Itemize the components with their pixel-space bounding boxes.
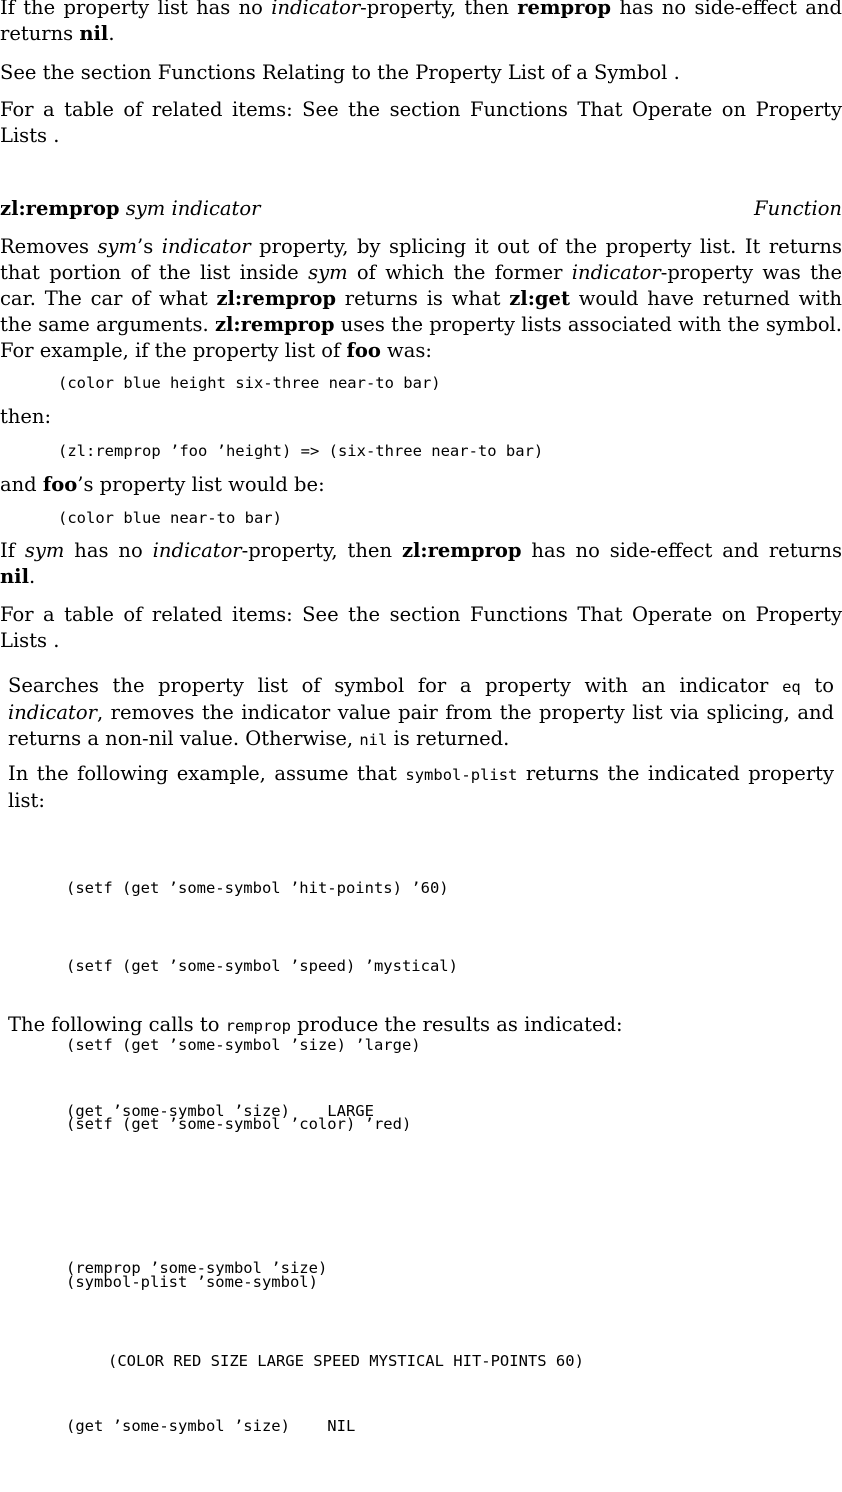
function-description: Removes sym’s indicator property, by splicing it out of the property list. It returns that portion of the list inside sym of which the former indicator-property was the car. The car of what zl:remprop returns is what zl:get would have returned with the same arguments. zl:remprop uses the property lists associated with the symbol. For example, if the property list of foo was: [0,235,842,362]
code-line: (setf (get ’some-symbol ’size) ’large) [66,1036,421,1055]
paragraph-example-intro: In the following example, assume that symbol-plist returns the indicated property list: [8,762,834,812]
function-name: zl:remprop [0,197,120,220]
code-example-call: (zl:remprop ’foo ’height) => (six-three near-to bar) [58,442,544,460]
code-line [66,1334,374,1360]
paragraph-calls-intro: The following calls to remprop produce the results as indicated: [8,1013,623,1036]
function-definition-header [0,196,842,222]
paragraph-zl-remprop-nil: If sym has no indicator-property, then zl:remprop has no side-effect and returns nil. [0,539,842,588]
code-line: (setf (get ’some-symbol ’hit-points) ’60) [66,878,449,897]
paragraph-searches: Searches the property list of symbol for a property with an indicator eq to indicator, removes the indicator value pair from the property list via splicing, and returns a non-nil value. Otherwise, nil is returned. [8,674,834,750]
see-section-link[interactable]: See the section Functions Relating to the Property List of a Symbol . [0,61,680,84]
code-line: (setf (get ’some-symbol ’color) ’red) [66,1115,412,1134]
code-line: (get ’some-symbol ’size) LARGE [66,1101,374,1120]
code-example-after: (color blue near-to bar) [58,509,282,527]
label-then: then: [0,405,52,428]
code-line [66,1176,374,1202]
code-line: (remprop ’some-symbol ’size) [66,1259,328,1278]
related-items-link-1[interactable]: For a table of related items: See the section Functions That Operate on Property Lists . [0,98,842,147]
definition-kind: Function [754,197,842,220]
label-and-foo: and foo’s property list would be: [0,473,325,496]
code-result-line: (COLOR RED SIZE LARGE SPEED MYSTICAL HIT-POINTS 60) [108,1351,584,1370]
code-block-calls [66,1045,374,1492]
code-line: (symbol-plist ’some-symbol) [66,1273,318,1292]
paragraph-remprop-nil: If the property list has no indicator-property, then remprop has no side-effect and returns nil. [0,0,842,45]
code-line: (get ’some-symbol ’size) NIL [66,1417,356,1436]
code-line: (setf (get ’some-symbol ’speed) ’mystical) [66,957,458,976]
function-args: sym indicator [125,197,261,220]
related-items-link-2[interactable]: For a table of related items: See the section Functions That Operate on Property Lists . [0,603,842,652]
code-example-plist: (color blue height six-three near-to bar) [58,374,441,392]
